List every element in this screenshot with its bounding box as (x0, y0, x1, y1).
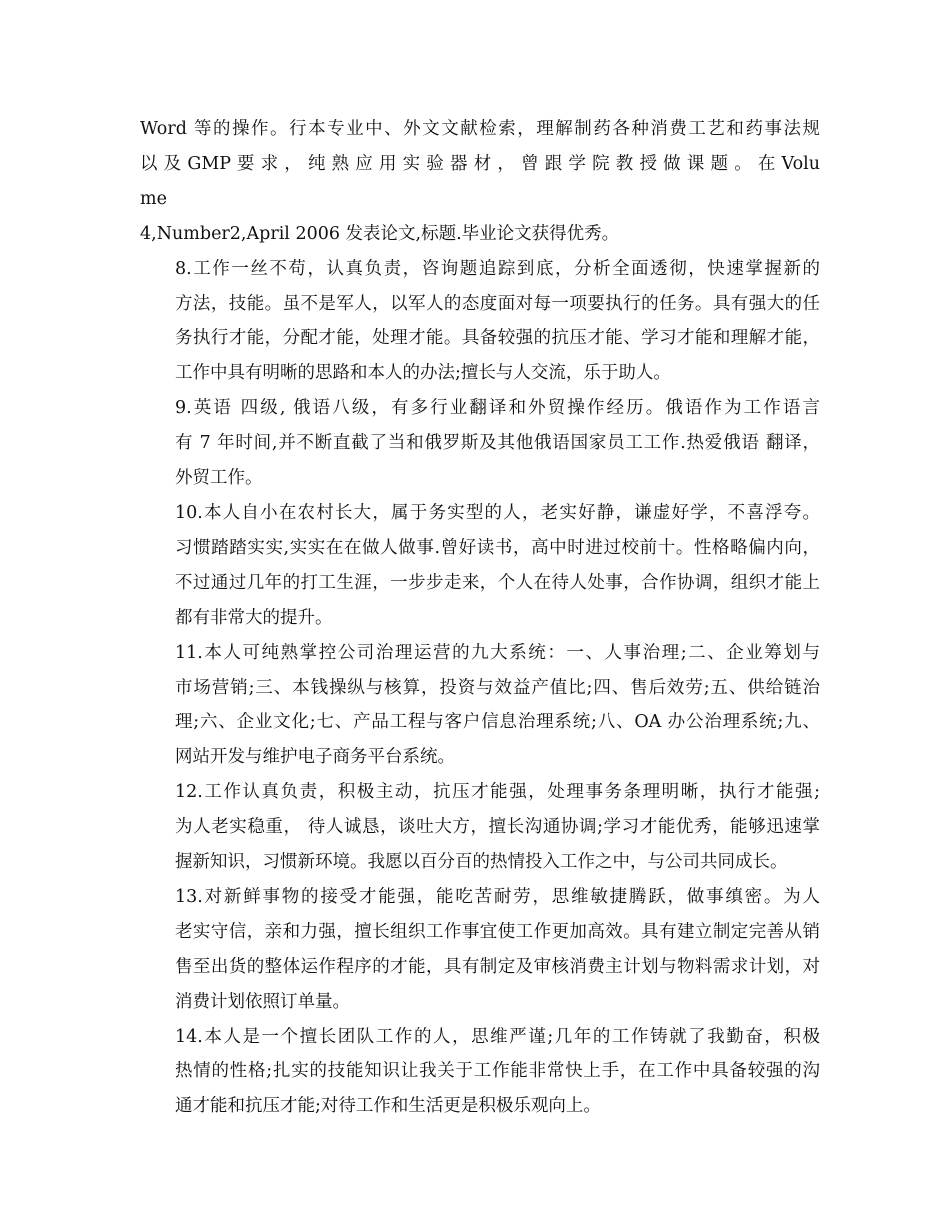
text-line: 不过通过几年的打工生涯，一步步走来，个人在待人处事，合作协调，组织才能上 (175, 572, 820, 593)
paragraph-8 (140, 252, 820, 392)
text-line: 8.工作一丝不苟，认真负责，咨询题追踪到底，分析全面透彻，快速掌握新的 (175, 258, 820, 279)
paragraph-10 (140, 496, 820, 636)
document-body (140, 112, 820, 1124)
text-line: 务执行才能，分配才能，处理才能。具备较强的抗压才能、学习才能和理解才能， (175, 328, 820, 349)
text-line: 售至出货的整体运作程序的才能，具有制定及审核消费主计划与物料需求计划，对 (175, 956, 820, 977)
text-line: 通才能和抗压才能;对待工作和生活更是积极乐观向上。 (175, 1096, 601, 1117)
text-line: 有 7 年时间,并不断直截了当和俄罗斯及其他俄语国家员工工作.热爱俄语 翻译， (175, 433, 820, 454)
text-line: 以 及 GMP 要 求 ， 纯 熟 应 用 实 验 器 材 ， 曾 跟 学 院 教 授 做 课 题 。 在 Volume (140, 153, 820, 209)
text-line: 11.本人可纯熟掌控公司治理运营的九大系统：一、人事治理;二、企业筹划与 (175, 642, 820, 663)
text-line: 10.本人自小在农村长大，属于务实型的人，老实好静，谦虚好学，不喜浮夸。 (175, 502, 820, 523)
text-line: 握新知识，习惯新环境。我愿以百分百的热情投入工作之中，与公司共同成长。 (175, 852, 788, 873)
paragraph-9 (140, 391, 820, 496)
text-line: 方法，技能。虽不是军人，以军人的态度面对每一项要执行的任务。具有强大的任 (175, 293, 820, 314)
text-line: 市场营销;三、本钱操纵与核算，投资与效益产值比;四、售后效劳;五、供给链治 (175, 677, 820, 698)
text-line: 9.英语 四级, 俄语八级，有多行业翻译和外贸操作经历。俄语作为工作语言 (175, 398, 820, 419)
text-line: 为人老实稳重， 待人诚恳，谈吐大方，擅长沟通协调;学习才能优秀，能够迅速掌 (175, 817, 820, 838)
text-line: 13.对新鲜事物的接受才能强，能吃苦耐劳，思维敏捷腾跃，做事缜密。为人 (175, 886, 820, 907)
text-line: 网站开发与维护电子商务平台系统。 (175, 747, 455, 768)
text-line: 习惯踏踏实实,实实在在做人做事.曾好读书，高中时进过校前十。性格略偏内向， (175, 537, 820, 558)
text-line: 老实守信，亲和力强，擅长组织工作事宜使工作更加高效。具有建立制定完善从销 (175, 921, 820, 942)
text-line: 消费计划依照订单量。 (175, 991, 350, 1012)
paragraph-12 (140, 775, 820, 880)
text-line: Word 等的操作。行本专业中、外文文献检索，理解制药各种消费工艺和药事法规 (140, 119, 820, 139)
text-line: 理;六、企业文化;七、产品工程与客户信息治理系统;八、OA 办公治理系统;九、 (175, 712, 820, 733)
text-line: 工作中具有明晰的思路和本人的办法;擅长与人交流，乐于助人。 (175, 363, 671, 384)
paragraph-14 (140, 1020, 820, 1125)
text-line: 热情的性格;扎实的技能知识让我关于工作能非常快上手，在工作中具备较强的沟 (175, 1061, 820, 1082)
paragraph-13 (140, 880, 820, 1020)
text-line: 12.工作认真负责，积极主动，抗压才能强，处理事务条理明晰，执行才能强; (175, 782, 820, 803)
paragraph-11 (140, 636, 820, 776)
text-line: 4,Number2,April 2006 发表论文,标题.毕业论文获得优秀。 (140, 223, 620, 244)
text-line: 14.本人是一个擅长团队工作的人，思维严谨;几年的工作铸就了我勤奋，积极 (175, 1026, 820, 1047)
paragraph-continued (140, 112, 820, 252)
text-line: 都有非常大的提升。 (175, 607, 333, 628)
text-line: 外贸工作。 (175, 468, 263, 489)
